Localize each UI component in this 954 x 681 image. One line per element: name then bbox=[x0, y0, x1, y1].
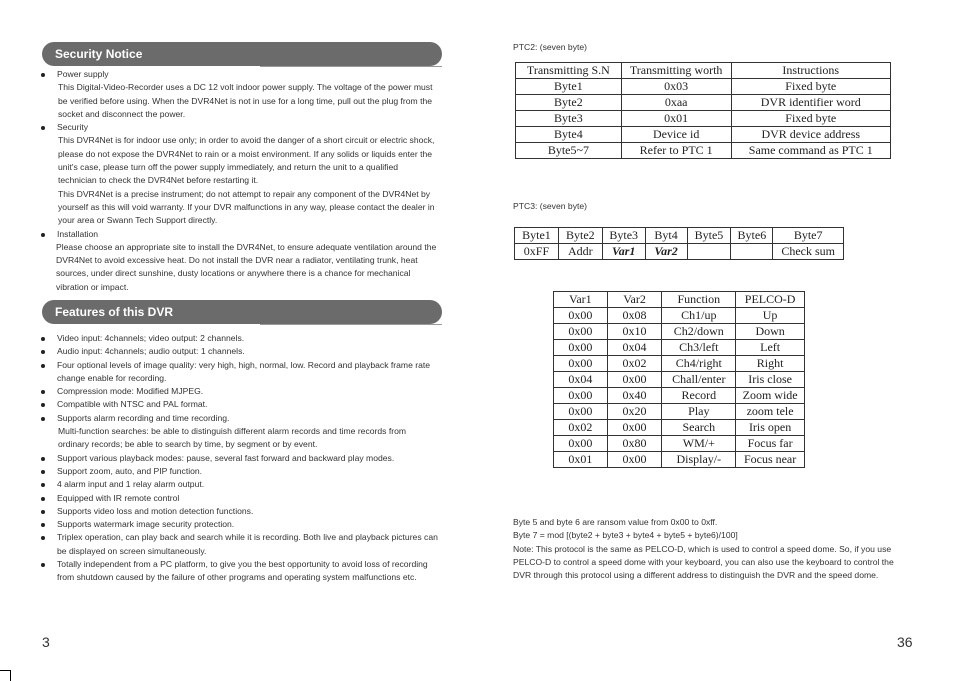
table-cell: Refer to PTC 1 bbox=[621, 143, 731, 159]
table-cell: zoom tele bbox=[736, 404, 805, 420]
table-cell: Right bbox=[736, 356, 805, 372]
table-header-cell: Instructions bbox=[731, 63, 890, 79]
table-row bbox=[516, 111, 891, 127]
table-cell: Iris close bbox=[736, 372, 805, 388]
table-row bbox=[554, 436, 805, 452]
table-cell: 0xaa bbox=[621, 95, 731, 111]
item-heading: Power supply bbox=[57, 69, 109, 79]
table-header-cell: Var2 bbox=[607, 292, 662, 308]
table-cell: Iris open bbox=[736, 420, 805, 436]
feature-item: Supports alarm recording and time recording. bbox=[40, 412, 438, 425]
table-header-cell: Var1 bbox=[554, 292, 608, 308]
table-cell: 0x00 bbox=[607, 452, 662, 468]
table-header-cell: Byte6 bbox=[731, 228, 773, 244]
table-cell: 0x01 bbox=[621, 111, 731, 127]
feature-item: 4 alarm input and 1 relay alarm output. bbox=[40, 478, 438, 491]
feature-item: Support zoom, auto, and PIP function. bbox=[40, 465, 438, 478]
protocol-notes bbox=[513, 516, 913, 582]
security-list bbox=[40, 68, 438, 294]
table-header-cell: Byt4 bbox=[645, 228, 687, 244]
table-cell: Search bbox=[662, 420, 736, 436]
table-row bbox=[516, 127, 891, 143]
table-cell: Down bbox=[736, 324, 805, 340]
feature-item: Triplex operation, can play back and search while it is recording. Both live and playback pictures can be displayed on screen simultaneously. bbox=[40, 531, 438, 558]
table-cell: WM/+ bbox=[662, 436, 736, 452]
table-header-cell: Transmitting S.N bbox=[516, 63, 622, 79]
table-cell: Byte1 bbox=[516, 79, 622, 95]
list-item bbox=[40, 68, 438, 81]
table-cell: Ch4/right bbox=[662, 356, 736, 372]
table-cell: Ch2/down bbox=[662, 324, 736, 340]
table-header-cell: Byte7 bbox=[773, 228, 844, 244]
feature-item: Video input: 4channels; video output: 2 channels. bbox=[40, 332, 438, 345]
feature-item: Totally independent from a PC platform, to give you the best opportunity to avoid loss of recording from shutdown caused by the failure of other programs and operating system malfunctions etc. bbox=[40, 558, 438, 585]
table-cell: Zoom wide bbox=[736, 388, 805, 404]
feature-item: Supports video loss and motion detection functions. bbox=[40, 505, 438, 518]
feature-item: Equipped with IR remote control bbox=[40, 492, 438, 505]
table-cell bbox=[731, 244, 773, 260]
table-row bbox=[554, 404, 805, 420]
table-row bbox=[554, 356, 805, 372]
table-cell: 0x08 bbox=[607, 308, 662, 324]
feature-item: Four optional levels of image quality: very high, high, normal, low. Record and playback frame rate change enable for recording. bbox=[40, 359, 438, 386]
table-header-cell: Byte5 bbox=[687, 228, 731, 244]
page-number: 36 bbox=[897, 634, 913, 650]
table-row bbox=[516, 79, 891, 95]
table-cell: Display/- bbox=[662, 452, 736, 468]
table-row bbox=[515, 244, 844, 260]
table-header-cell: Function bbox=[662, 292, 736, 308]
feature-item: Compatible with NTSC and PAL format. bbox=[40, 398, 438, 411]
table-cell: 0x00 bbox=[607, 372, 662, 388]
crop-mark bbox=[0, 670, 11, 681]
item-heading: Installation bbox=[57, 228, 99, 239]
table-row bbox=[554, 340, 805, 356]
ptc3-table bbox=[514, 227, 844, 260]
table-cell: 0x20 bbox=[607, 404, 662, 420]
table-cell: Byte4 bbox=[516, 127, 622, 143]
list-item bbox=[40, 121, 438, 134]
table-cell: Up bbox=[736, 308, 805, 324]
table-cell: Record bbox=[662, 388, 736, 404]
section-rule bbox=[260, 66, 442, 67]
ptc3-caption: PTC3: (seven byte) bbox=[513, 201, 588, 211]
table-header-cell: Byte2 bbox=[558, 228, 602, 244]
features-list bbox=[40, 332, 438, 585]
table-cell: Check sum bbox=[773, 244, 844, 260]
table-cell: Fixed byte bbox=[731, 79, 890, 95]
item-heading: Security bbox=[57, 122, 89, 133]
table-row bbox=[554, 388, 805, 404]
table-cell: Focus near bbox=[736, 452, 805, 468]
table-cell: 0x00 bbox=[607, 420, 662, 436]
table-header-cell: Transmitting worth bbox=[621, 63, 731, 79]
table-cell: Ch1/up bbox=[662, 308, 736, 324]
table-cell: 0x02 bbox=[554, 420, 608, 436]
table-cell: Chall/enter bbox=[662, 372, 736, 388]
table-row bbox=[554, 308, 805, 324]
table-cell: Addr bbox=[558, 244, 602, 260]
table-cell: Left bbox=[736, 340, 805, 356]
table-row bbox=[516, 143, 891, 159]
table-cell: DVR device address bbox=[731, 127, 890, 143]
note-line: Byte 5 and byte 6 are ransom value from 0x00 to 0xff. bbox=[513, 517, 718, 527]
table-cell: 0x00 bbox=[554, 340, 608, 356]
table-header-row bbox=[554, 292, 805, 308]
table-row bbox=[554, 372, 805, 388]
ptc2-caption: PTC2: (seven byte) bbox=[513, 42, 588, 52]
table-header-row bbox=[515, 228, 844, 244]
table-cell: Byte5~7 bbox=[516, 143, 622, 159]
page-number: 3 bbox=[42, 634, 50, 650]
ptc2-table bbox=[515, 62, 891, 159]
feature-item: Supports watermark image security protection. bbox=[40, 518, 438, 531]
table-cell: 0x02 bbox=[607, 356, 662, 372]
table-cell: Play bbox=[662, 404, 736, 420]
note-line: Byte 7 = mod [(byte2 + byte3 + byte4 + byte5 + byte6)/100] bbox=[513, 530, 738, 541]
table-cell: Var1 bbox=[602, 244, 645, 260]
table-cell: 0x04 bbox=[607, 340, 662, 356]
list-item-body: Please choose an appropriate site to install the DVR4Net, to ensure adequate ventilation around the DVR4Net to avoid excessive heat. Do not install the DVR near a radiator, ventilating trunk, heat sources, under direct sunshine, dusty locations or anywhere there is a chance for mechanical vibration or impact. bbox=[56, 241, 437, 292]
feature-item: Compression mode: Modified MJPEG. bbox=[40, 385, 438, 398]
table-header-cell: Byte3 bbox=[602, 228, 645, 244]
table-cell: 0x00 bbox=[554, 388, 608, 404]
feature-item: Support various playback modes: pause, several fast forward and backward play modes. bbox=[40, 452, 438, 465]
table-header-cell: PELCO-D bbox=[736, 292, 805, 308]
table-cell: 0x01 bbox=[554, 452, 608, 468]
table-cell: 0x40 bbox=[607, 388, 662, 404]
table-cell: Byte3 bbox=[516, 111, 622, 127]
table-cell: Device id bbox=[621, 127, 731, 143]
table-cell: 0x00 bbox=[554, 356, 608, 372]
table-header-cell: Byte1 bbox=[515, 228, 559, 244]
table-cell: 0x00 bbox=[554, 308, 608, 324]
table-cell: 0x80 bbox=[607, 436, 662, 452]
table-row bbox=[554, 420, 805, 436]
list-item bbox=[40, 228, 438, 241]
table-cell: Byte2 bbox=[516, 95, 622, 111]
security-notice-heading: Security Notice bbox=[42, 42, 442, 66]
table-row bbox=[516, 95, 891, 111]
features-heading: Features of this DVR bbox=[42, 300, 442, 324]
feature-item: Audio input: 4channels; audio output: 1 channels. bbox=[40, 345, 438, 358]
table-row bbox=[554, 452, 805, 468]
table-cell: Var2 bbox=[645, 244, 687, 260]
list-item-body: This Digital-Video-Recorder uses a DC 12 volt indoor power supply. The voltage of the power must be verified before using. When the DVR4Net is not in use for a long time, pull out the plug from the socket and disconnect the power. bbox=[58, 82, 433, 119]
table-cell: 0x00 bbox=[554, 324, 608, 340]
table-row bbox=[554, 324, 805, 340]
table-cell: 0xFF bbox=[515, 244, 559, 260]
list-item-body: This DVR4Net is for indoor use only; in order to avoid the danger of a short circuit or electric shock, please do not expose the DVR4Net to rain or a moist environment. If any solids or liquids enter the unit's case, please turn off the power supply immediately, and return the unit to a qualified technician to check the DVR4Net before restarting it. bbox=[58, 135, 435, 186]
table-cell: 0x04 bbox=[554, 372, 608, 388]
list-item-body: This DVR4Net is a precise instrument; do not attempt to repair any component of the DVR4Net by yourself as this will void warranty. If your DVR malfunctions in any way, please contact the dealer in your area or Swann Tech Support directly. bbox=[58, 188, 435, 226]
section-rule bbox=[260, 324, 442, 325]
table-cell bbox=[687, 244, 731, 260]
table-cell: Same command as PTC 1 bbox=[731, 143, 890, 159]
var-function-table bbox=[553, 291, 805, 468]
table-cell: Fixed byte bbox=[731, 111, 890, 127]
feature-sub-item: Multi-function searches: be able to distinguish different alarm records and time records from ordinary records; be able to search by time, by segment or by event. bbox=[58, 426, 407, 450]
table-cell: 0x10 bbox=[607, 324, 662, 340]
table-cell: Focus far bbox=[736, 436, 805, 452]
table-cell: 0x00 bbox=[554, 436, 608, 452]
table-cell: Ch3/left bbox=[662, 340, 736, 356]
table-cell: 0x00 bbox=[554, 404, 608, 420]
note-line: Note: This protocol is the same as PELCO-D, which is used to control a speed dome. So, if you use PELCO-D to control a speed dome with your keyboard, you can also use the keyboard to control the DVR through this protocol using a different address to distinguish the DVR and the speed dome. bbox=[513, 543, 894, 581]
table-cell: 0x03 bbox=[621, 79, 731, 95]
table-cell: DVR identifier word bbox=[731, 95, 890, 111]
table-header-row bbox=[516, 63, 891, 79]
